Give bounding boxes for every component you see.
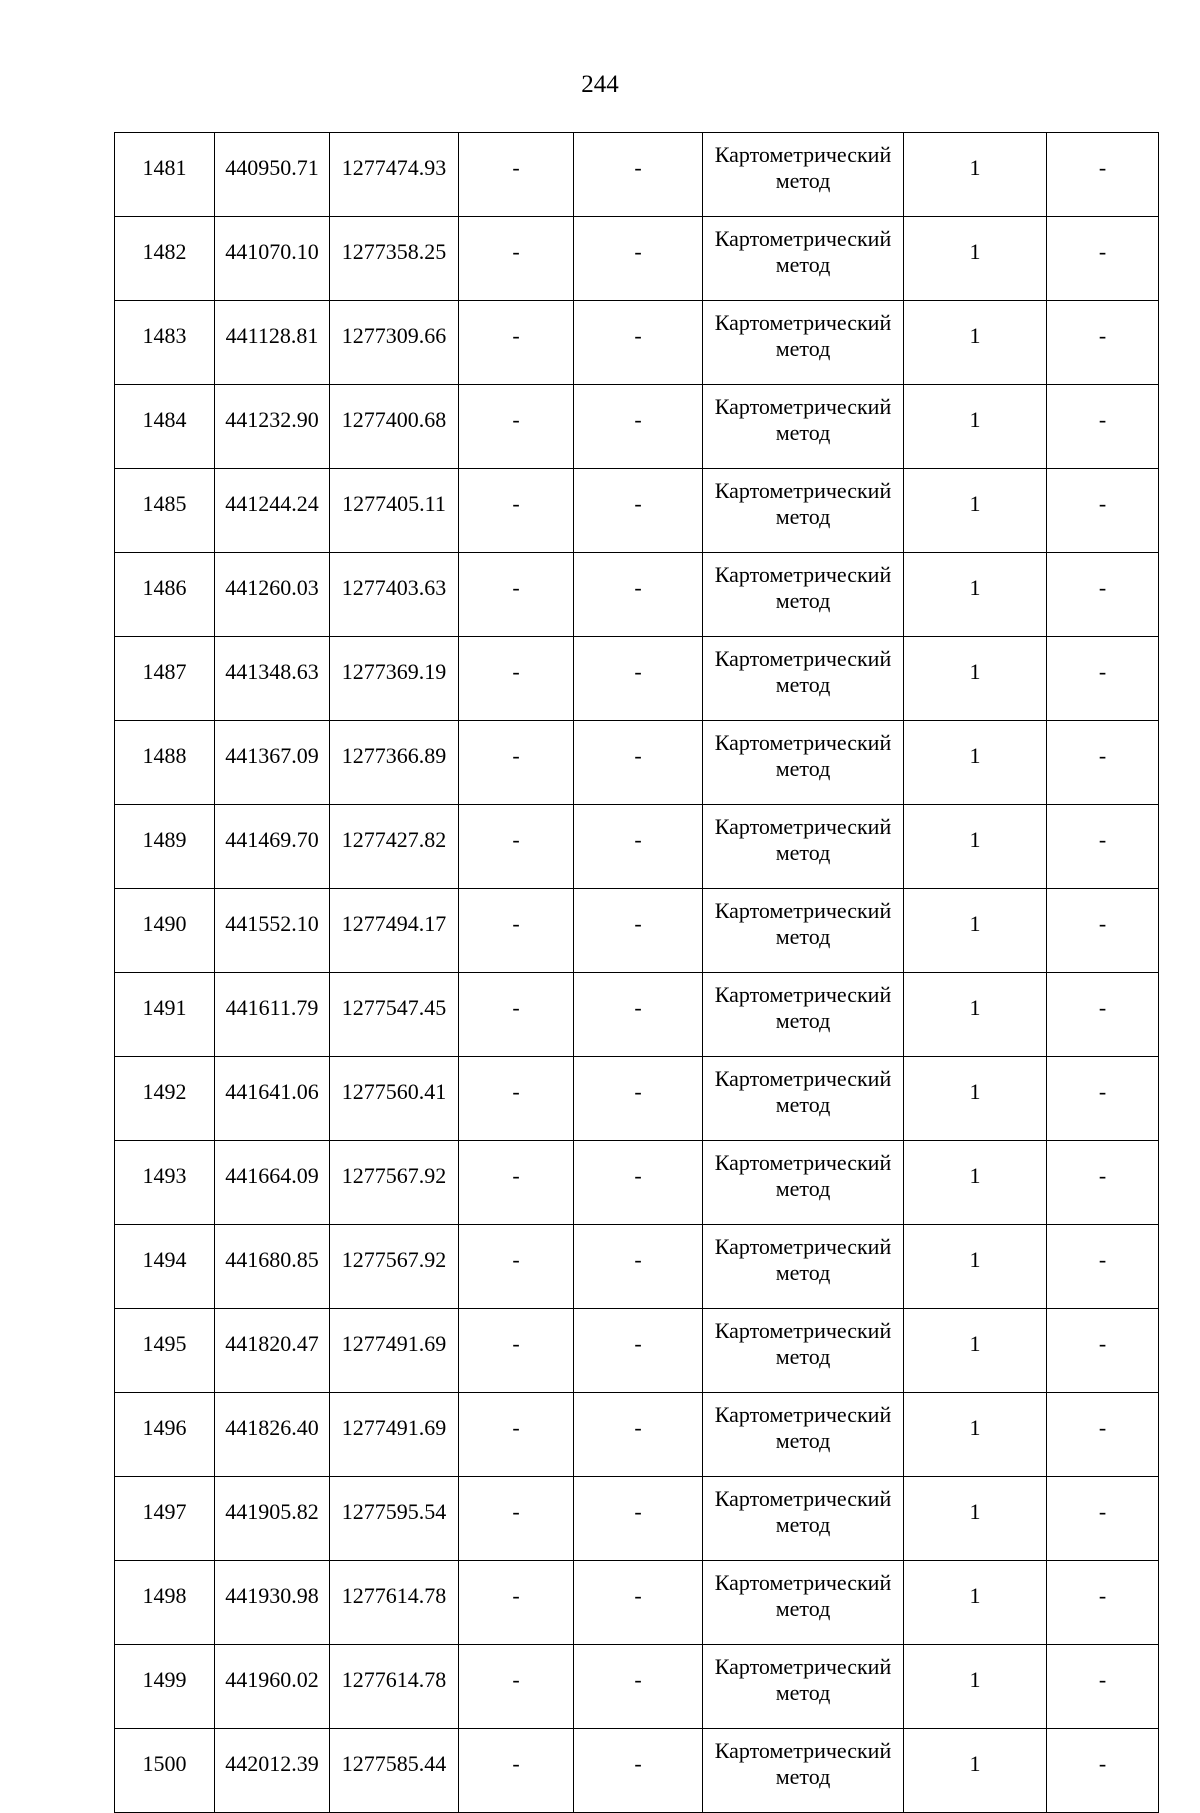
empty-value-cell: - — [459, 721, 574, 805]
method-cell — [703, 889, 904, 973]
empty-value-cell: - — [459, 1141, 574, 1225]
y-coordinate-cell: 1277560.41 — [330, 1057, 459, 1141]
accuracy-cell: 1 — [904, 1141, 1047, 1225]
accuracy-cell: 1 — [904, 973, 1047, 1057]
method-cell — [703, 805, 904, 889]
table-row — [115, 1225, 1159, 1309]
method-line-2: метод — [775, 587, 831, 613]
method-cell — [703, 1729, 904, 1813]
empty-value-cell: - — [574, 1225, 703, 1309]
y-coordinate-cell: 1277547.45 — [330, 973, 459, 1057]
x-coordinate-cell: 441930.98 — [215, 1561, 330, 1645]
empty-value-cell: - — [574, 1309, 703, 1393]
table-row — [115, 217, 1159, 301]
accuracy-cell: 1 — [904, 805, 1047, 889]
method-line-2: метод — [775, 1259, 831, 1285]
accuracy-cell: 1 — [904, 217, 1047, 301]
empty-value-cell: - — [1047, 553, 1159, 637]
empty-value-cell: - — [1047, 1729, 1159, 1813]
method-line-2: метод — [775, 167, 831, 193]
method-cell — [703, 1645, 904, 1729]
empty-value-cell: - — [574, 721, 703, 805]
empty-value-cell: - — [574, 301, 703, 385]
empty-value-cell: - — [574, 1477, 703, 1561]
method-line-1: Картометрический — [714, 1065, 892, 1091]
empty-value-cell: - — [574, 805, 703, 889]
table-row — [115, 469, 1159, 553]
method-line-2: метод — [775, 1679, 831, 1705]
x-coordinate-cell: 441820.47 — [215, 1309, 330, 1393]
x-coordinate-cell: 441664.09 — [215, 1141, 330, 1225]
coordinates-table — [114, 132, 1159, 1813]
method-cell — [703, 637, 904, 721]
table-row — [115, 889, 1159, 973]
method-cell — [703, 1225, 904, 1309]
method-cell — [703, 133, 904, 217]
x-coordinate-cell: 441469.70 — [215, 805, 330, 889]
table-row — [115, 1393, 1159, 1477]
method-cell — [703, 217, 904, 301]
empty-value-cell: - — [1047, 133, 1159, 217]
empty-value-cell: - — [1047, 1561, 1159, 1645]
method-line-1: Картометрический — [714, 141, 892, 167]
y-coordinate-cell: 1277491.69 — [330, 1309, 459, 1393]
x-coordinate-cell: 441260.03 — [215, 553, 330, 637]
empty-value-cell: - — [459, 637, 574, 721]
empty-value-cell: - — [459, 1225, 574, 1309]
y-coordinate-cell: 1277494.17 — [330, 889, 459, 973]
method-line-2: метод — [775, 671, 831, 697]
accuracy-cell: 1 — [904, 469, 1047, 553]
empty-value-cell: - — [574, 553, 703, 637]
empty-value-cell: - — [1047, 1645, 1159, 1729]
method-line-2: метод — [775, 251, 831, 277]
method-line-1: Картометрический — [714, 1149, 892, 1175]
x-coordinate-cell: 441244.24 — [215, 469, 330, 553]
accuracy-cell: 1 — [904, 1645, 1047, 1729]
empty-value-cell: - — [574, 1393, 703, 1477]
method-line-2: метод — [775, 755, 831, 781]
accuracy-cell: 1 — [904, 1057, 1047, 1141]
method-line-2: метод — [775, 503, 831, 529]
method-line-1: Картометрический — [714, 393, 892, 419]
method-line-1: Картометрический — [714, 1569, 892, 1595]
empty-value-cell: - — [459, 973, 574, 1057]
x-coordinate-cell: 441680.85 — [215, 1225, 330, 1309]
empty-value-cell: - — [459, 1561, 574, 1645]
method-line-2: метод — [775, 1007, 831, 1033]
table-body — [115, 133, 1159, 1813]
empty-value-cell: - — [459, 889, 574, 973]
method-line-1: Картометрический — [714, 309, 892, 335]
empty-value-cell: - — [459, 1645, 574, 1729]
empty-value-cell: - — [1047, 385, 1159, 469]
y-coordinate-cell: 1277403.63 — [330, 553, 459, 637]
point-number-cell: 1483 — [115, 301, 215, 385]
accuracy-cell: 1 — [904, 1477, 1047, 1561]
method-cell — [703, 721, 904, 805]
x-coordinate-cell: 441552.10 — [215, 889, 330, 973]
y-coordinate-cell: 1277567.92 — [330, 1141, 459, 1225]
method-line-1: Картометрический — [714, 981, 892, 1007]
table-row — [115, 637, 1159, 721]
empty-value-cell: - — [459, 385, 574, 469]
table-row — [115, 1729, 1159, 1813]
point-number-cell: 1491 — [115, 973, 215, 1057]
method-line-2: метод — [775, 1343, 831, 1369]
point-number-cell: 1499 — [115, 1645, 215, 1729]
method-line-1: Картометрический — [714, 813, 892, 839]
accuracy-cell: 1 — [904, 1393, 1047, 1477]
empty-value-cell: - — [574, 889, 703, 973]
empty-value-cell: - — [1047, 469, 1159, 553]
point-number-cell: 1487 — [115, 637, 215, 721]
point-number-cell: 1481 — [115, 133, 215, 217]
method-line-2: метод — [775, 1763, 831, 1789]
accuracy-cell: 1 — [904, 1561, 1047, 1645]
accuracy-cell: 1 — [904, 1225, 1047, 1309]
method-cell — [703, 553, 904, 637]
point-number-cell: 1500 — [115, 1729, 215, 1813]
empty-value-cell: - — [459, 217, 574, 301]
empty-value-cell: - — [1047, 301, 1159, 385]
empty-value-cell: - — [1047, 805, 1159, 889]
accuracy-cell: 1 — [904, 1729, 1047, 1813]
empty-value-cell: - — [1047, 1393, 1159, 1477]
table-row — [115, 1645, 1159, 1729]
point-number-cell: 1485 — [115, 469, 215, 553]
y-coordinate-cell: 1277491.69 — [330, 1393, 459, 1477]
method-cell — [703, 469, 904, 553]
method-line-1: Картометрический — [714, 1233, 892, 1259]
method-line-1: Картометрический — [714, 1653, 892, 1679]
method-line-2: метод — [775, 923, 831, 949]
y-coordinate-cell: 1277614.78 — [330, 1561, 459, 1645]
empty-value-cell: - — [1047, 889, 1159, 973]
point-number-cell: 1490 — [115, 889, 215, 973]
empty-value-cell: - — [574, 973, 703, 1057]
table-row — [115, 301, 1159, 385]
accuracy-cell: 1 — [904, 553, 1047, 637]
method-line-1: Картометрический — [714, 561, 892, 587]
empty-value-cell: - — [574, 1645, 703, 1729]
empty-value-cell: - — [459, 1729, 574, 1813]
empty-value-cell: - — [459, 1393, 574, 1477]
empty-value-cell: - — [459, 469, 574, 553]
table-row — [115, 805, 1159, 889]
x-coordinate-cell: 441367.09 — [215, 721, 330, 805]
empty-value-cell: - — [1047, 1309, 1159, 1393]
method-line-1: Картометрический — [714, 1485, 892, 1511]
method-cell — [703, 385, 904, 469]
method-line-2: метод — [775, 1511, 831, 1537]
x-coordinate-cell: 441070.10 — [215, 217, 330, 301]
table-row — [115, 385, 1159, 469]
y-coordinate-cell: 1277358.25 — [330, 217, 459, 301]
method-line-1: Картометрический — [714, 645, 892, 671]
y-coordinate-cell: 1277366.89 — [330, 721, 459, 805]
method-cell — [703, 1141, 904, 1225]
empty-value-cell: - — [1047, 721, 1159, 805]
table-row — [115, 1477, 1159, 1561]
x-coordinate-cell: 441826.40 — [215, 1393, 330, 1477]
y-coordinate-cell: 1277567.92 — [330, 1225, 459, 1309]
table-row — [115, 1141, 1159, 1225]
method-line-1: Картометрический — [714, 1317, 892, 1343]
y-coordinate-cell: 1277309.66 — [330, 301, 459, 385]
empty-value-cell: - — [459, 133, 574, 217]
accuracy-cell: 1 — [904, 637, 1047, 721]
point-number-cell: 1494 — [115, 1225, 215, 1309]
empty-value-cell: - — [1047, 1141, 1159, 1225]
empty-value-cell: - — [1047, 637, 1159, 721]
point-number-cell: 1489 — [115, 805, 215, 889]
page-number: 244 — [581, 71, 619, 98]
accuracy-cell: 1 — [904, 301, 1047, 385]
empty-value-cell: - — [1047, 1057, 1159, 1141]
method-line-2: метод — [775, 419, 831, 445]
method-line-2: метод — [775, 1427, 831, 1453]
empty-value-cell: - — [574, 385, 703, 469]
empty-value-cell: - — [459, 1477, 574, 1561]
x-coordinate-cell: 441128.81 — [215, 301, 330, 385]
empty-value-cell: - — [1047, 217, 1159, 301]
x-coordinate-cell: 441641.06 — [215, 1057, 330, 1141]
method-cell — [703, 1477, 904, 1561]
y-coordinate-cell: 1277427.82 — [330, 805, 459, 889]
table-row — [115, 1057, 1159, 1141]
method-cell — [703, 301, 904, 385]
y-coordinate-cell: 1277595.54 — [330, 1477, 459, 1561]
method-cell — [703, 1309, 904, 1393]
table-row — [115, 133, 1159, 217]
empty-value-cell: - — [574, 469, 703, 553]
x-coordinate-cell: 441611.79 — [215, 973, 330, 1057]
empty-value-cell: - — [574, 1561, 703, 1645]
point-number-cell: 1484 — [115, 385, 215, 469]
table-row — [115, 973, 1159, 1057]
x-coordinate-cell: 442012.39 — [215, 1729, 330, 1813]
point-number-cell: 1493 — [115, 1141, 215, 1225]
point-number-cell: 1497 — [115, 1477, 215, 1561]
empty-value-cell: - — [574, 1057, 703, 1141]
point-number-cell: 1495 — [115, 1309, 215, 1393]
empty-value-cell: - — [459, 1309, 574, 1393]
y-coordinate-cell: 1277400.68 — [330, 385, 459, 469]
y-coordinate-cell: 1277369.19 — [330, 637, 459, 721]
empty-value-cell: - — [1047, 1477, 1159, 1561]
method-line-2: метод — [775, 1091, 831, 1117]
method-cell — [703, 1057, 904, 1141]
accuracy-cell: 1 — [904, 133, 1047, 217]
accuracy-cell: 1 — [904, 721, 1047, 805]
method-line-1: Картометрический — [714, 1401, 892, 1427]
x-coordinate-cell: 441905.82 — [215, 1477, 330, 1561]
empty-value-cell: - — [574, 217, 703, 301]
y-coordinate-cell: 1277405.11 — [330, 469, 459, 553]
accuracy-cell: 1 — [904, 385, 1047, 469]
point-number-cell: 1496 — [115, 1393, 215, 1477]
method-line-1: Картометрический — [714, 897, 892, 923]
x-coordinate-cell: 440950.71 — [215, 133, 330, 217]
method-line-2: метод — [775, 335, 831, 361]
table-row — [115, 1561, 1159, 1645]
table-row — [115, 553, 1159, 637]
empty-value-cell: - — [1047, 1225, 1159, 1309]
point-number-cell: 1492 — [115, 1057, 215, 1141]
y-coordinate-cell: 1277585.44 — [330, 1729, 459, 1813]
method-line-1: Картометрический — [714, 477, 892, 503]
method-cell — [703, 1393, 904, 1477]
empty-value-cell: - — [574, 1729, 703, 1813]
point-number-cell: 1488 — [115, 721, 215, 805]
empty-value-cell: - — [459, 805, 574, 889]
point-number-cell: 1486 — [115, 553, 215, 637]
accuracy-cell: 1 — [904, 1309, 1047, 1393]
table-row — [115, 1309, 1159, 1393]
empty-value-cell: - — [574, 133, 703, 217]
x-coordinate-cell: 441348.63 — [215, 637, 330, 721]
x-coordinate-cell: 441232.90 — [215, 385, 330, 469]
empty-value-cell: - — [574, 637, 703, 721]
point-number-cell: 1482 — [115, 217, 215, 301]
method-line-2: метод — [775, 1175, 831, 1201]
method-line-2: метод — [775, 1595, 831, 1621]
empty-value-cell: - — [574, 1141, 703, 1225]
empty-value-cell: - — [459, 1057, 574, 1141]
method-line-1: Картометрический — [714, 225, 892, 251]
method-cell — [703, 1561, 904, 1645]
empty-value-cell: - — [1047, 973, 1159, 1057]
empty-value-cell: - — [459, 553, 574, 637]
method-line-1: Картометрический — [714, 729, 892, 755]
method-line-1: Картометрический — [714, 1737, 892, 1763]
method-line-2: метод — [775, 839, 831, 865]
y-coordinate-cell: 1277614.78 — [330, 1645, 459, 1729]
method-cell — [703, 973, 904, 1057]
table-row — [115, 721, 1159, 805]
accuracy-cell: 1 — [904, 889, 1047, 973]
y-coordinate-cell: 1277474.93 — [330, 133, 459, 217]
point-number-cell: 1498 — [115, 1561, 215, 1645]
empty-value-cell: - — [459, 301, 574, 385]
x-coordinate-cell: 441960.02 — [215, 1645, 330, 1729]
